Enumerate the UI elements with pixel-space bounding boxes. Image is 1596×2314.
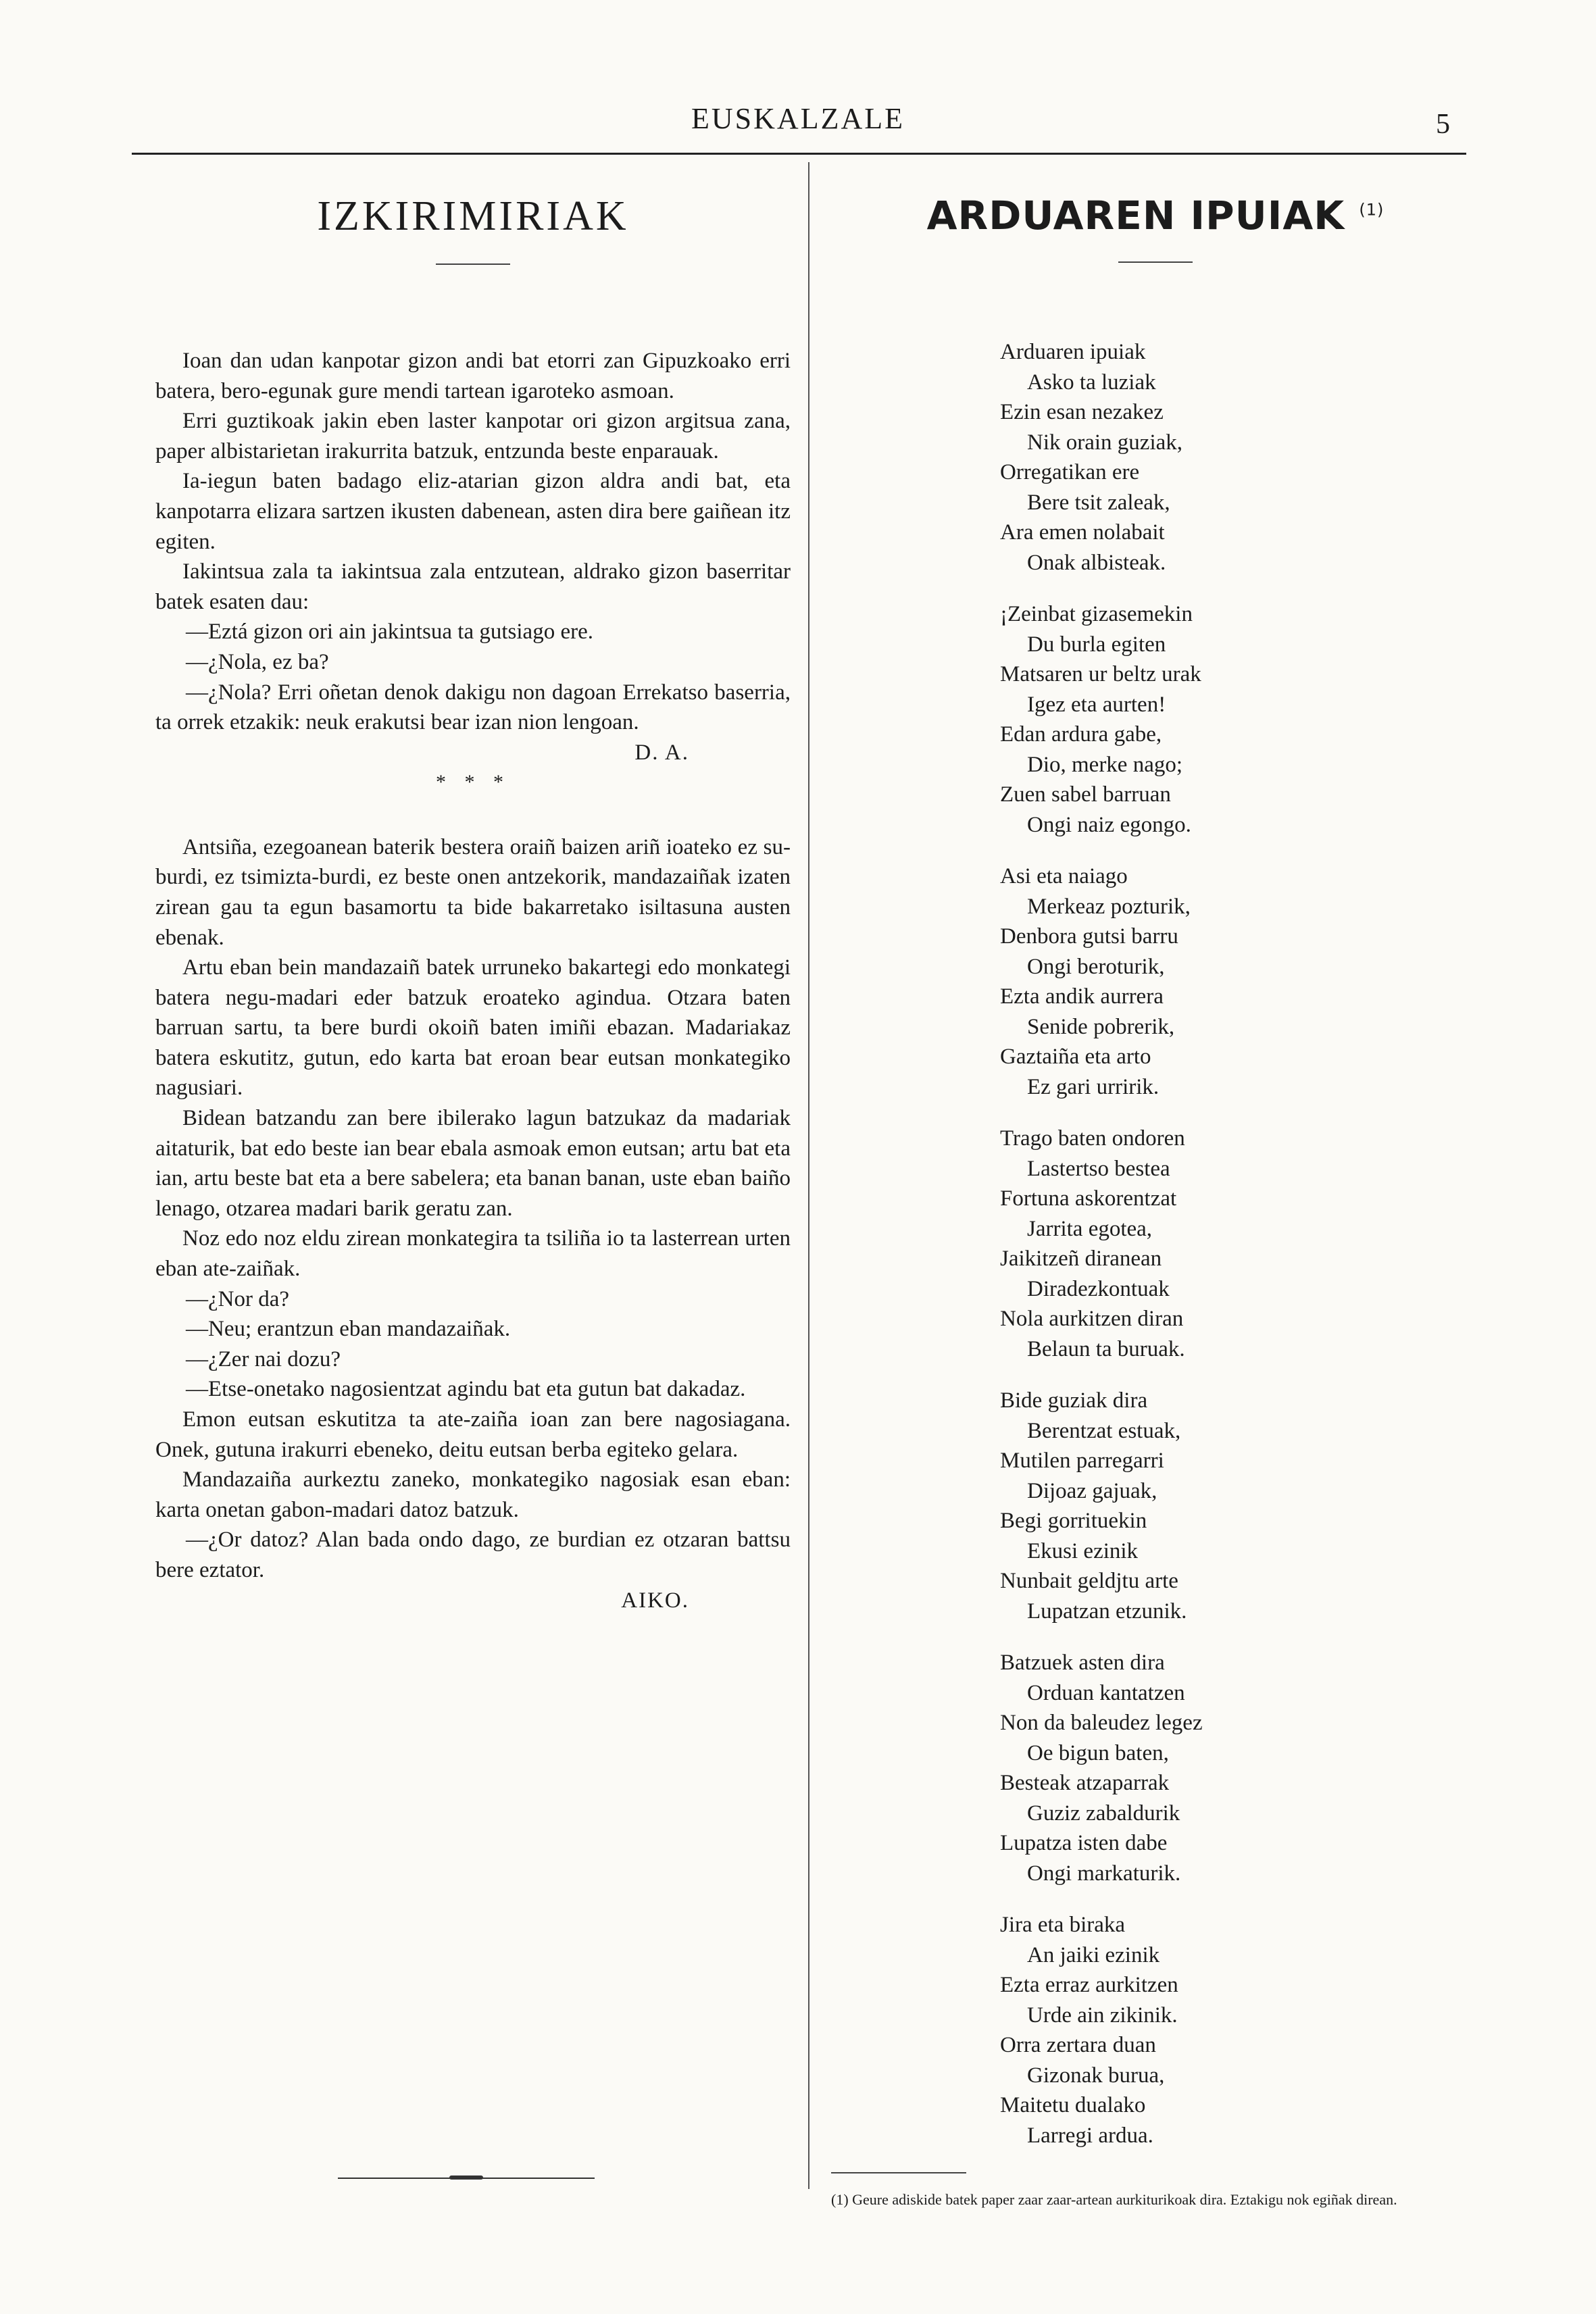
signature-aiko: AIKO.: [621, 1588, 689, 1613]
left-prose: [155, 346, 791, 1615]
paragraph: Erri guztikoak jakin eben laster kanpotar ori gizon argitsua zana, paper albistarietan irakurrita batzuk, entzunda beste enparauak.: [155, 409, 791, 463]
header-title: EUSKALZALE: [691, 102, 905, 135]
poem-line: Begi gorrituekin: [1000, 1509, 1147, 1533]
poem-line: Nola aurkitzen diran: [1000, 1307, 1184, 1331]
dialog-line: —¿Nor da?: [186, 1286, 290, 1311]
poem-line: Trago baten ondoren: [1000, 1126, 1185, 1151]
poem-line: Mutilen parregarri: [1000, 1449, 1164, 1473]
poem-line: An jaiki ezinik: [1027, 1942, 1160, 1967]
left-section-title: IZKIRIMIRIAK: [317, 193, 629, 239]
poem-line: Diradezkontuak: [1027, 1276, 1170, 1301]
poem: [831, 337, 1480, 2150]
poem-line: Orra zertara duan: [1000, 2033, 1156, 2057]
dialog-line: —¿Nola, ez ba?: [186, 649, 329, 674]
right-title-text: ARDUAREN IPUIAK: [926, 193, 1345, 238]
paragraph: Ia-iegun baten badago eliz-atarian gizon aldra andi bat, eta kanpotarra elizara sartzen ikusten dabenean, asten dira bere gaiñean itz egiten.: [155, 469, 791, 554]
paragraph: Antsiña, ezegoanean baterik bestera oraiñ baizen ariñ ioateko ez su-burdi, ez tsimizta-burdi, ez beste onen antzekorik, mandazaiñak izaten zirean gau ta egun basamortu ta bide bakarretako isiltasuna austen ebenak.: [155, 834, 791, 950]
dialog-line: —Etse-onetako nagosientzat agindu bat eta gutun bat dakadaz.: [186, 1377, 746, 1402]
poem-line: Lupatza isten dabe: [1000, 1831, 1168, 1855]
dialog-line: —¿Nola? Erri oñetan denok dakigu non dagoan Errekatso baserria, ta orrek etzakik: neuk erakutsi bear izan nion lengoan.: [155, 680, 791, 735]
right-section-title: [831, 193, 1480, 238]
poem-line: Orregatikan ere: [1000, 460, 1140, 484]
poem-line: Guziz zabaldurik: [1027, 1801, 1180, 1826]
poem-line: Senide pobrerik,: [1027, 1014, 1175, 1039]
dialog-line: —¿Or datoz? Alan bada ondo dago, ze burdian ez otzaran battsu bere eztator.: [155, 1528, 791, 1582]
poem-line: Jarrita egotea,: [1027, 1216, 1153, 1241]
poem-line: Ekusi ezinik: [1027, 1538, 1139, 1563]
poem-line: Maitetu dualako: [1000, 2093, 1146, 2117]
poem-line: Ongi beroturik,: [1027, 954, 1165, 979]
poem-line: Zuen sabel barruan: [1000, 782, 1171, 807]
poem-line: Igez eta aurten!: [1027, 692, 1166, 717]
poem-line: Dio, merke nago;: [1027, 752, 1183, 777]
poem-line: Oe bigun baten,: [1027, 1740, 1169, 1765]
stanza: [831, 337, 1480, 578]
poem-line: Jira eta biraka: [1000, 1913, 1126, 1937]
stanza: [831, 861, 1480, 1102]
poem-line: Merkeaz pozturik,: [1027, 894, 1191, 919]
paragraph: Ioan dan udan kanpotar gizon andi bat etorri zan Gipuzkoako erri batera, bero-egunak gure mendi tartean igaroteko asmoan.: [155, 349, 791, 403]
right-title-underline: [1118, 261, 1193, 263]
paragraph: Noz edo noz eldu zirean monkategira ta tsiliña io ta lasterrean urten eban ate-zaiñak.: [155, 1226, 791, 1282]
dialog-line: —Neu; erantzun eban mandazaiñak.: [186, 1317, 511, 1342]
poem-line: Asi eta naiago: [1000, 864, 1128, 888]
poem-line: Nunbait geldjtu arte: [1000, 1569, 1178, 1593]
stanza: [831, 599, 1480, 840]
paragraph: Iakintsua zala ta iakintsua zala entzutean, aldrako gizon baserritar batek esaten dau:: [155, 559, 791, 614]
poem-line: Denbora gutsi barru: [1000, 924, 1178, 949]
page-number: 5: [1436, 109, 1450, 140]
poem-line: ¡Zeinbat gizasemekin: [1000, 602, 1193, 626]
stanza: [831, 1124, 1480, 1364]
poem-line: Matsaren ur beltz urak: [1000, 662, 1201, 686]
poem-line: Belaun ta buruak.: [1027, 1336, 1185, 1361]
left-column: [155, 172, 791, 1615]
header-rule: [132, 153, 1466, 155]
poem-line: Onak albisteak.: [1027, 550, 1166, 575]
poem-line: Gizonak burua,: [1027, 2063, 1165, 2088]
poem-line: Gaztaiña eta arto: [1000, 1045, 1151, 1069]
poem-line: Larregi ardua.: [1027, 2123, 1153, 2148]
poem-line: Urde ain zikinik.: [1027, 2003, 1178, 2028]
poem-line: Batzuek asten dira: [1000, 1651, 1165, 1675]
poem-line: Besteak atzaparrak: [1000, 1771, 1170, 1795]
poem-line: Bere tsit zaleak,: [1027, 490, 1170, 515]
footnote-rule: [831, 2172, 966, 2173]
poem-line: Ongi markaturik.: [1027, 1861, 1181, 1886]
poem-line: Ara emen nolabait: [1000, 520, 1165, 545]
footnote: (1) Geure adiskide batek paper zaar zaar-artean aurkiturikoak dira. Eztakigu nok egiñak direan.: [831, 2191, 1397, 2208]
poem-line: Edan ardura gabe,: [1000, 722, 1162, 747]
poem-line: Arduaren ipuiak: [1000, 340, 1146, 364]
stanza: [831, 1910, 1480, 2150]
poem-line: Nik orain guziak,: [1027, 430, 1183, 455]
poem-line: Non da baleudez legez: [1000, 1711, 1203, 1735]
paragraph: Bidean batzandu zan bere ibilerako lagun batzukaz da madariak aitaturik, bat edo beste ian bear ebala asmoak emon eutsan; artu bat eta ian, artu beste bat eta a bere sabelera; eta banan banan, uste eban baiño lenago, otzarea madari barik geratu zan.: [155, 1106, 791, 1221]
poem-line: Bide guziak dira: [1000, 1388, 1148, 1413]
signature-da: D. A.: [634, 740, 689, 765]
poem-line: Du burla egiten: [1027, 632, 1166, 657]
end-ornament-rule: [338, 2178, 595, 2179]
left-title-underline: [436, 263, 510, 265]
poem-line: Ezin esan nezakez: [1000, 400, 1164, 424]
poem-line: Ezta erraz aurkitzen: [1000, 1973, 1178, 1997]
poem-line: Lastertso bestea: [1027, 1156, 1170, 1181]
column-divider: [808, 162, 809, 2189]
poem-line: Orduan kantatzen: [1027, 1680, 1185, 1705]
poem-line: Asko ta luziak: [1027, 370, 1156, 395]
poem-line: Dijoaz gajuak,: [1027, 1478, 1157, 1503]
paragraph: Emon eutsan eskutitza ta ate-zaiña ioan zan bere nagosiagana. Onek, gutuna irakurri ebeneko, deitu eutsan berba egiteko gelara.: [155, 1407, 791, 1462]
poem-line: Jaikitzeñ diranean: [1000, 1247, 1162, 1271]
poem-line: Ongi naiz egongo.: [1027, 812, 1191, 837]
title-footnote-marker: (1): [1359, 200, 1385, 220]
paragraph: Artu eban bein mandazaiñ batek urruneko bakartegi edo monkategi batera negu-madari eder batzuk eroateko agindua. Otzara baten barruan sartu, ta bere burdi okoiñ baten imiñi ebazan. Madariakaz batera eskutitz, gutun, edo karta bat eroan bear eutsan monkategiko nagusiari.: [155, 955, 791, 1101]
stanza: [831, 1648, 1480, 1888]
right-column: [831, 172, 1480, 2210]
poem-line: Ezta andik aurrera: [1000, 984, 1164, 1009]
poem-line: Ez gari urririk.: [1027, 1074, 1159, 1099]
section-separator-stars: * * *: [436, 770, 510, 793]
poem-line: Lupatzan etzunik.: [1027, 1599, 1187, 1624]
paragraph: Mandazaiña aurkeztu zaneko, monkategiko nagosiak esan eban: karta onetan gabon-madari datoz batzuk.: [155, 1467, 791, 1522]
dialog-line: —¿Zer nai dozu?: [186, 1347, 341, 1372]
poem-line: Berentzat estuak,: [1027, 1418, 1181, 1443]
stanza: [831, 1386, 1480, 1626]
poem-line: Fortuna askorentzat: [1000, 1186, 1177, 1211]
dialog-line: —Eztá gizon ori ain jakintsua ta gutsiago ere.: [186, 620, 593, 645]
